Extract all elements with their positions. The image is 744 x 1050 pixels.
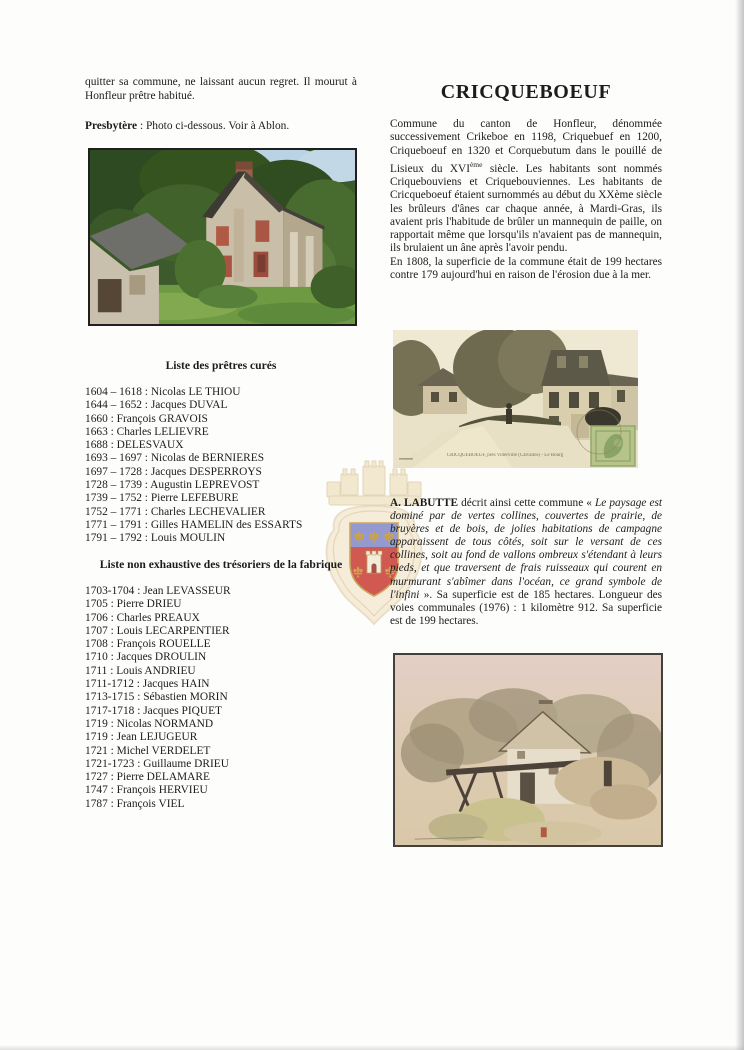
intro-paragraph: quitter sa commune, ne laissant aucun regret. Il mourut à Honfleur prêtre habitué. [85,76,357,102]
paragraph-superficie: En 1808, la superficie de la commune était de 199 hectares contre 179 aujourd'hui en raison de l'érosion due à la mer. [390,255,662,282]
list-item: 1705 : Pierre DRIEU [85,598,182,611]
list-item: 1711-1712 : Jacques HAIN [85,678,210,691]
presbytere-label: Presbytère [85,120,138,132]
list-item: 1708 : François ROUELLE [85,638,211,651]
labutte-quote: Le paysage est dominé par de vertes collines, couvertes de prairie, de bruyères et de bois, de jolies habitations de campagne apparaissent de tous côtés, soit sur le versant de ces collines, soit au fond de vallons ombreux s'étendant à leurs pieds, et que traversent de frais ruisseaux qui courent en murmurant s'abîmer dans l'océan, ce grand symbole de l'infini [390,497,662,601]
presbytere-line [85,120,357,134]
list-item: 1703-1704 : Jean LEVASSEUR [85,585,231,597]
list-item: 1660 : François GRAVOIS [85,412,208,425]
scan-edge-shadow [735,0,744,1050]
list-item: 1747 : François HERVIEU [85,784,208,797]
list-item: 1663 : Charles LELIEVRE [85,425,209,438]
postcard-caption: CRICQUEBOEUF, près Villerville (Calvados) - Le Bourg [446,453,564,458]
list-item: 1644 – 1652 : Jacques DUVAL [85,399,228,412]
presbytere-text: : Photo ci-dessous. Voir à Ablon. [137,120,290,132]
priests-heading: Liste des prêtres curés [165,359,277,372]
list-item: 1693 – 1697 : Nicolas de BERNIERES [85,452,265,465]
list-item: 1706 : Charles PREAUX [85,611,200,624]
figure-dark [604,761,612,786]
list-item: 1719 : Jean LEJUGEUR [85,731,198,744]
list-item: 1752 – 1771 : Charles LECHEVALIER [85,505,266,518]
publisher-mark [399,458,413,460]
list-item: 1721-1723 : Guillaume DRIEU [85,757,229,770]
treasurers-heading: Liste non exhaustive des trésoriers de la fabrique [99,558,343,571]
list-item: 1787 : François VIEL [85,797,185,810]
list-item: 1717-1718 : Jacques PIQUET [85,704,222,717]
labutte-end: ». Sa superficie est de 185 hectares. Longueur des voies communales (1976) : 1 kilomètre 912. Sa superficie est de 199 hectares. [390,588,662,627]
superscript-eme: ème [469,159,483,169]
castle-tower-icon [366,551,382,573]
list-item: 1727 : Pierre DELAMARE [85,771,210,784]
paragraph-history [390,118,662,256]
list-item: 1728 – 1739 : Augustin LEPREVOST [85,479,260,492]
list-item: 1697 – 1728 : Jacques DESPERROYS [85,465,262,478]
list-item: 1713-1715 : Sébastien MORIN [85,691,228,704]
postcard-photo [393,330,638,468]
postage-stamp [591,426,635,466]
history-text-a: Commune du canton de Honfleur, dénommée successivement Crikeboe en 1198, Criquebuef en 1200, Criqueboeuf en 1320 et Corquebutum dans le pouillé de Lisieux du XVI [390,118,662,175]
presbytere-photo [88,148,357,326]
commune-description [390,118,662,282]
list-item: 1771 – 1791 : Gilles HAMELIN des ESSARTS [85,518,303,531]
list-item: 1710 : Jacques DROULIN [85,651,207,664]
labutte-intro: décrit ainsi cette commune « [458,497,595,509]
page-title: CRICQUEBOEUF [440,81,612,103]
list-item: 1707 : Louis LECARPENTIER [85,624,230,637]
list-item: 1604 – 1618 : Nicolas LE THIOU [85,386,241,398]
list-item: 1739 – 1752 : Pierre LEFEBURE [85,492,239,505]
list-item: 1721 : Michel VERDELET [85,744,211,757]
scan-edge-shadow-bottom [0,1045,744,1050]
list-item: 1711 : Louis ANDRIEU [85,664,196,677]
priests-list [85,386,357,546]
labutte-paragraph [390,497,662,628]
watercolor-painting [393,653,663,847]
list-item: 1688 : DELESVAUX [85,439,184,452]
list-item: 1719 : Nicolas NORMAND [85,717,214,730]
author-name: A. LABUTTE [390,497,459,509]
standing-figure [506,403,512,424]
red-accent [541,827,547,837]
treasurers-list [85,585,357,811]
history-text-b: siècle. Les habitants sont nommés Criquebouviens et Criquebouviennes. Les habitants de Cricqueboeuf étaient surnommés au début du XXème siècle les brûleurs d'ânes car chaque année, à Mardi-Gras, ils avaient pris l'habitude de brûler un mannequin de paille, on rapportait même que lorsqu'ils n'avaient pas de mannequin, ils brulaient un âne après l'avoir pendu. [390,162,662,255]
list-item: 1791 – 1792 : Louis MOULIN [85,532,226,545]
